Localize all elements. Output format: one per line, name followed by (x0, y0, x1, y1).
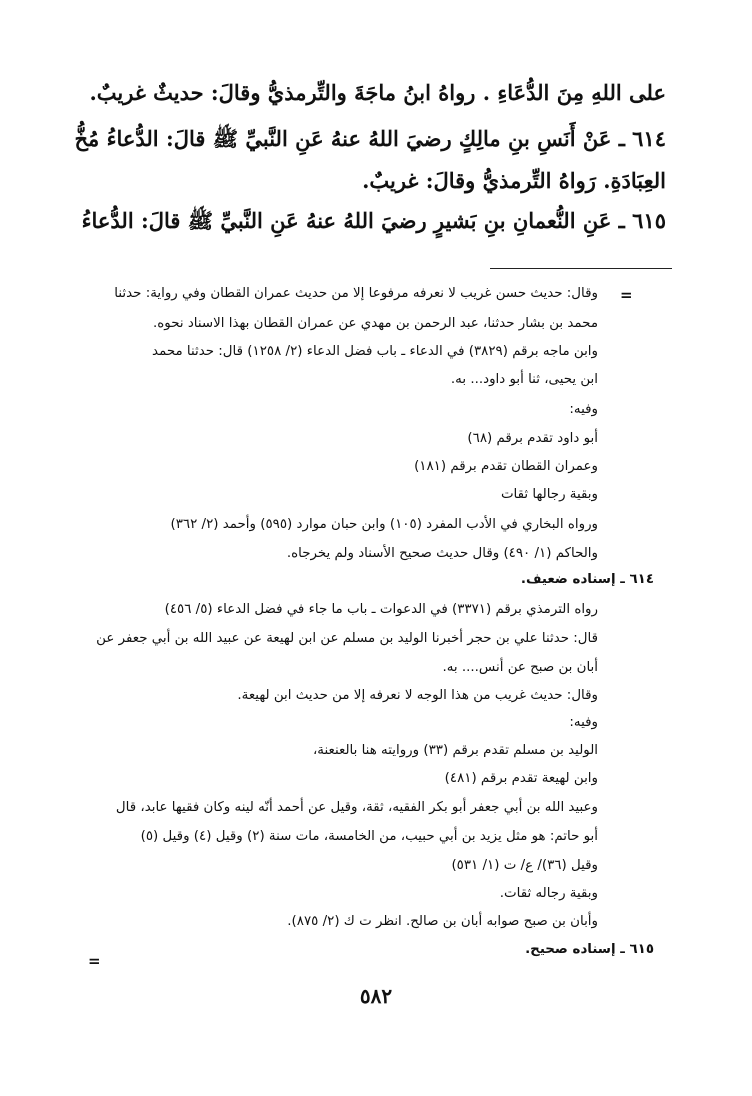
footnote-heading-615: ٦١٥ ـ إسناده صحيح. (525, 942, 654, 957)
footnote-separator (490, 268, 672, 269)
footnote-continuation-mark-end: = (88, 952, 101, 970)
footnote-line: وبقية رجاله ثقات. (499, 886, 598, 901)
footnote-line: أبو داود تقدم برقم (٦٨) (467, 431, 598, 446)
footnote-line: وقال: حديث حسن غريب لا نعرفه مرفوعا إلا من حديث عمران القطان وفي رواية: حدثنا (114, 286, 598, 301)
footnote-line: قال: حدثنا علي بن حجر أخبرنا الوليد بن مسلم عن ابن لهيعة عن عبيد الله بن أبي جعفر عن (96, 631, 598, 646)
footnote-line: وعبيد الله بن أبي جعفر أبو بكر الفقيه، ثقة، وقيل عن أحمد أنّه لينه وكان فقيها عابد، قال (115, 800, 598, 815)
footnote-line: والحاكم (١/ ٤٩٠) وقال حديث صحيح الأسناد ولم يخرجاه. (286, 546, 598, 561)
footnote-line: أبان بن صبح عن أنس.... به. (442, 660, 598, 675)
footnote-line: الوليد بن مسلم تقدم برقم (٣٣) وروايته هنا بالعنعنة، (312, 743, 598, 758)
main-text-line-1: على اللهِ مِنَ الدُّعَاءِ . رواهُ ابنُ ماجَةَ والتِّرمذيُّ وقالَ: حديثٌ غريبٌ. (89, 80, 666, 105)
footnote-line: وقال: حديث غريب من هذا الوجه لا نعرفه إلا من حديث ابن لهيعة. (237, 688, 598, 703)
footnote-line: محمد بن بشار حدثنا، عبد الرحمن بن مهدي عن عمران القطان بهذا الاسناد نحوه. (153, 316, 598, 331)
footnote-line: أبو حاتم: هو مثل يزيد بن أبي حبيب، من الخامسة، مات سنة (٢) وقيل (٤) وقيل (٥) (140, 829, 598, 844)
main-text-line-2: ٦١٤ ـ عَنْ أَنَسِ بنِ مالِكٍ رضيَ اللهُ عنهُ عَنِ النَّبيِّ ﷺ قالَ: الدُّعاءُ مُخُّ (74, 126, 666, 151)
footnote-heading-614: ٦١٤ ـ إسناده ضعيف. (520, 572, 654, 587)
footnote-line: وبقية رجالها ثقات (500, 487, 598, 502)
main-text-line-4: ٦١٥ ـ عَنِ النُّعمانِ بنِ بَشيرٍ رضيَ اللهُ عنهُ عَنِ النَّبيِّ ﷺ قالَ: الدُّعاءُ (81, 208, 666, 233)
footnote-line: وابن لهيعة تقدم برقم (٤٨١) (444, 771, 598, 786)
footnote-line: وفيه: (569, 402, 598, 417)
footnote-line: وابن ماجه برقم (٣٨٢٩) في الدعاء ـ باب فضل الدعاء (٢/ ١٢٥٨) قال: حدثنا محمد (152, 344, 598, 359)
footnote-line: ابن يحيى، ثنا أبو داود... به. (450, 372, 598, 387)
page-number: ٥٨٢ (359, 984, 393, 1008)
footnote-line: رواه الترمذي برقم (٣٣٧١) في الدعوات ـ باب ما جاء في فضل الدعاء (٥/ ٤٥٦) (164, 602, 598, 617)
footnote-line: وأبان بن صبح صوابه أبان بن صالح. انظر ت ك (٢/ ٨٧٥). (287, 914, 598, 929)
footnote-continuation-mark: = (620, 286, 633, 304)
main-text-line-3: العِبَادَةِ. رَواهُ التِّرمذيُّ وقالَ: غريبٌ. (362, 168, 666, 193)
footnote-line: وقيل (٣٦)/ ع/ ت (١/ ٥٣١) (451, 858, 598, 873)
footnote-line: وفيه: (569, 715, 598, 730)
footnote-line: ورواه البخاري في الأدب المفرد (١٠٥) وابن حبان موارد (٥٩٥) وأحمد (٢/ ٣٦٢) (170, 517, 598, 532)
footnote-line: وعمران القطان تقدم برقم (١٨١) (414, 459, 598, 474)
